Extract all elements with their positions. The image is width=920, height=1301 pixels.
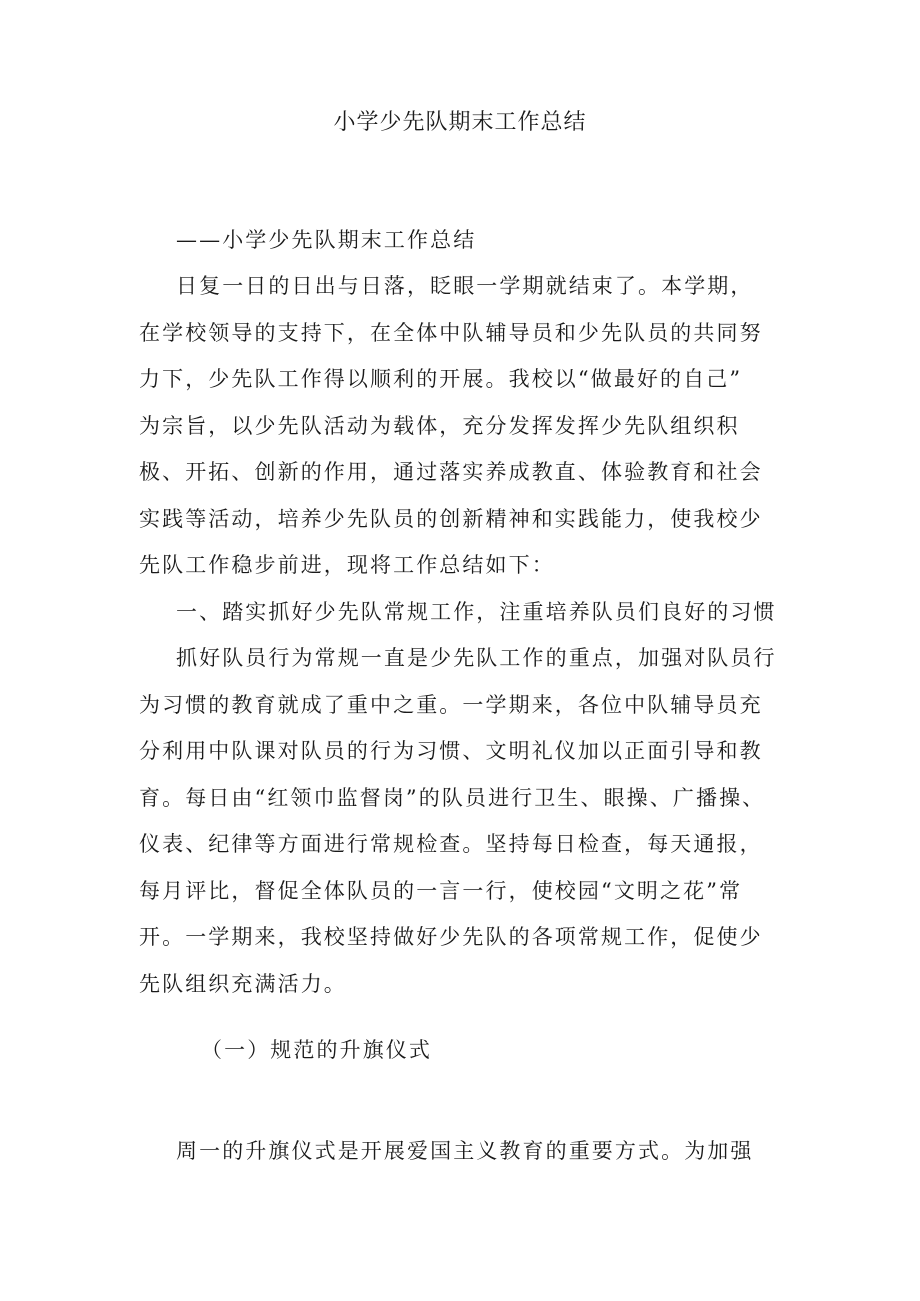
document-title: 小学少先队期末工作总结: [333, 110, 587, 135]
intro-line: 力下，少先队工作得以顺利的开展。我校以“做最好的自己”: [139, 367, 743, 391]
intro-line: 先队工作稳步前进，现将工作总结如下：: [139, 553, 555, 577]
intro-line: 在学校领导的支持下，在全体中队辅导员和少先队员的共同努: [139, 321, 763, 345]
body-line: 为习惯的教育就成了重中之重。一学期来，各位中队辅导员充: [139, 693, 763, 717]
section-heading: 一、踏实抓好少先队常规工作，注重培养队员们良好的习惯: [176, 600, 777, 624]
subsection-heading: （一）规范的升旗仪式: [201, 1038, 432, 1062]
body-line: 先队组织充满活力。: [139, 972, 347, 996]
document-subtitle: ——小学少先队期末工作总结: [176, 228, 477, 252]
intro-line: 为宗旨，以少先队活动为载体，充分发挥发挥少先队组织积: [139, 414, 740, 438]
body-line: 开。一学期来，我校坚持做好少先队的各项常规工作，促使少: [139, 925, 763, 949]
intro-line: 日复一日的日出与日落，眨眼一学期就结束了。本学期，: [176, 274, 754, 298]
body-line: 周一的升旗仪式是开展爱国主义教育的重要方式。为加强: [176, 1139, 754, 1163]
body-line: 分利用中队课对队员的行为习惯、文明礼仪加以正面引导和教: [139, 739, 763, 763]
intro-line: 极、开拓、创新的作用，通过落实养成教直、体验教育和社会: [139, 460, 763, 484]
body-line: 育。每日由“红领巾监督岗”的队员进行卫生、眼操、广播操、: [139, 786, 766, 810]
body-line: 抓好队员行为常规一直是少先队工作的重点，加强对队员行: [176, 646, 777, 670]
body-line: 仪表、纪律等方面进行常规检查。坚持每日检查，每天通报，: [139, 832, 763, 856]
intro-line: 实践等活动，培养少先队员的创新精神和实践能力，使我校少: [139, 507, 763, 531]
body-line: 每月评比，督促全体队员的一言一行，使校园“文明之花”常: [139, 879, 743, 903]
